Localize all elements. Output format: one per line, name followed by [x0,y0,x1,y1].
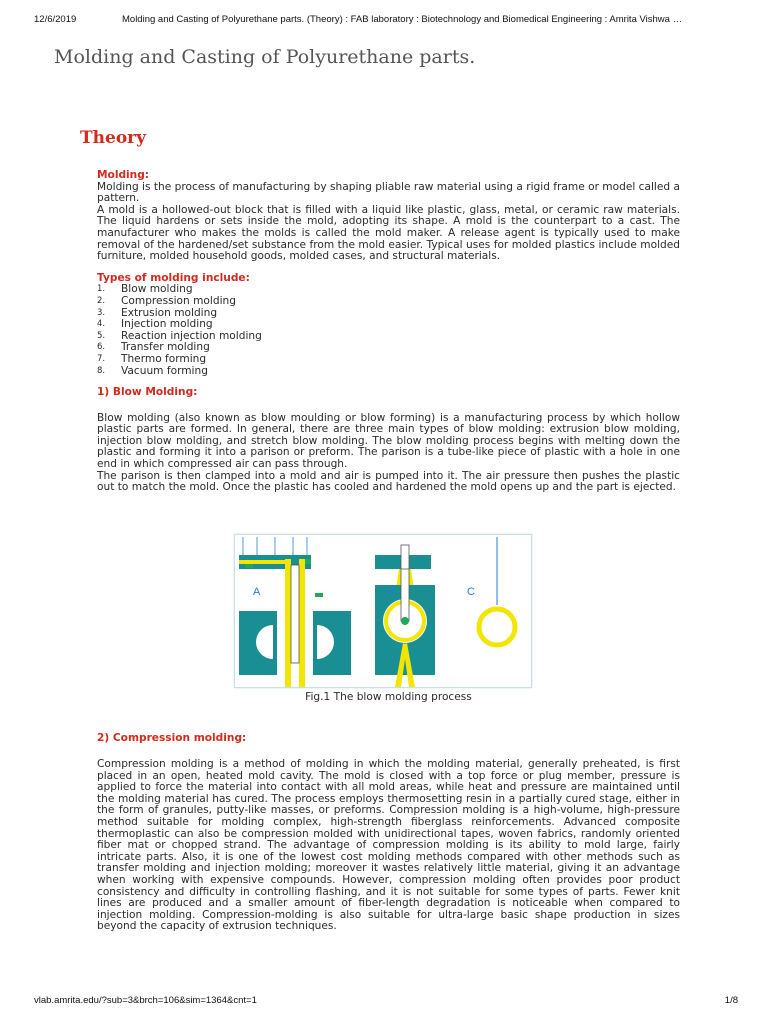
molding-paragraph-2: A mold is a hollowed-out block that is filled with a liquid like plastic, glass, metal, or ceramic raw materials. The liquid hardens or sets inside the mold, adopting its shape. A mold is the counterpart to a cast. The manufacturer who makes the molds is called the mold maker. A release agent is typically used to make removal of the hardened/set substance from the mold easier. Typical uses for molded plastics include molded furniture, molded household goods, molded cases, and structural materials. [97,203,680,263]
blow-molding-diagram [235,535,531,687]
arrow-a2 [305,559,311,564]
molding-types-list [97,284,680,377]
print-page-title: Molding and Casting of Polyurethane parts. (Theory) : FAB laboratory : Biotechnology and Biomedical Engineering : Amrita Vishwa … [122,14,683,25]
arrow-a1 [245,564,253,568]
label-b: B [387,585,395,598]
blow-molding-paragraph-1: Blow molding (also known as blow moulding or blow forming) is a manufacturing process by which hollow plastic parts are formed. In general, there are three main types of blow molding: extrusion blow molding, injection blow molding, and stretch blow molding. The blow molding process begins with melting down the plastic and forming it into a parison or preform. The parison is a tube-like piece of plastic with a hole in one end in which compressed air can pass through. [97,411,680,471]
page-url: vlab.amrita.edu/?sub=3&brch=106&sim=1364&cnt=1 [34,995,257,1006]
types-heading: Types of molding include: [97,271,250,284]
figure-caption: Fig.1 The blow molding process [305,690,472,703]
list-item: 3. Extrusion molding [97,306,218,319]
label-c: C [467,585,475,598]
page-title: Molding and Casting of Polyurethane parts. [54,46,476,68]
list-item: 7. Thermo forming [97,352,207,365]
label-a: A [253,585,261,598]
compression-molding-paragraph: Compression molding is a method of molding in which the molding material, generally preheated, is first placed in an open, heated mold cavity. The mold is closed with a top force or plug member, pressure is applied to force the material into contact with all mold areas, while heat and pressure are maintained until the molding material has cured. The process employs thermosetting resin in a partially cured stage, either in the form of granules, putty-like masses, or preforms. Compression molding is a high-volume, high-pressure method suitable for molding complex, high-strength fiberglass reinforcements. Advanced composite thermoplastic can also be compression molded with unidirectional tapes, woven fabrics, randomly oriented fiber mat or chopped strand. The advantage of compression molding is its ability to mold large, fairly intricate parts. Also, it is one of the lowest cost molding methods compared with other methods such as transfer molding and injection molding; moreover it wastes relatively little material, giving it an advantage when working with expensive compounds. However, compression molding often provides poor product consistency and difficulty in controlling flashing, and it is not suitable for some types of parts. Fewer knit lines are produced and a smaller amount of fiber-length degradation is noticeable when compared to injection molding. Compression-molding is also suitable for ultra-large basic shape production in sizes beyond the capacity of extrusion techniques. [97,758,680,933]
parison-a-left [285,559,291,687]
list-item: 8. Vacuum forming [97,364,208,377]
molding-paragraph-1: Molding is the process of manufacturing by shaping pliable raw material using a rigid frame or model called a pattern. [97,180,680,205]
list-item: 1. Blow molding [97,283,193,296]
section-title: Theory [80,128,146,148]
page-number: 1/8 [724,995,738,1006]
mold-right-a [313,611,351,675]
list-item: 6. Transfer molding [97,341,210,354]
compression-molding-heading: 2) Compression molding: [97,732,247,745]
theory-content [97,170,680,933]
print-date: 12/6/2019 [34,14,77,25]
blow-molding-paragraph-2: The parison is then clamped into a mold and air is pumped into it. The air pressure then pushes the plastic out to match the mold. Once the plastic has cooled and hardened the mold opens up and the part is ejected. [97,469,680,494]
mold-left-a [239,611,277,675]
finished-part-c [479,609,515,645]
blow-molding-heading: 1) Blow Molding: [97,386,198,399]
list-item: 4. Injection molding [97,318,213,331]
blow-pin-a [291,565,299,663]
molding-heading: Molding: [97,169,150,181]
parison-a-right [299,559,305,687]
list-item: 2. Compression molding [97,294,236,307]
blow-molding-figure [234,534,532,688]
list-item: 5. Reaction injection molding [97,329,262,342]
feed-a [239,560,285,564]
